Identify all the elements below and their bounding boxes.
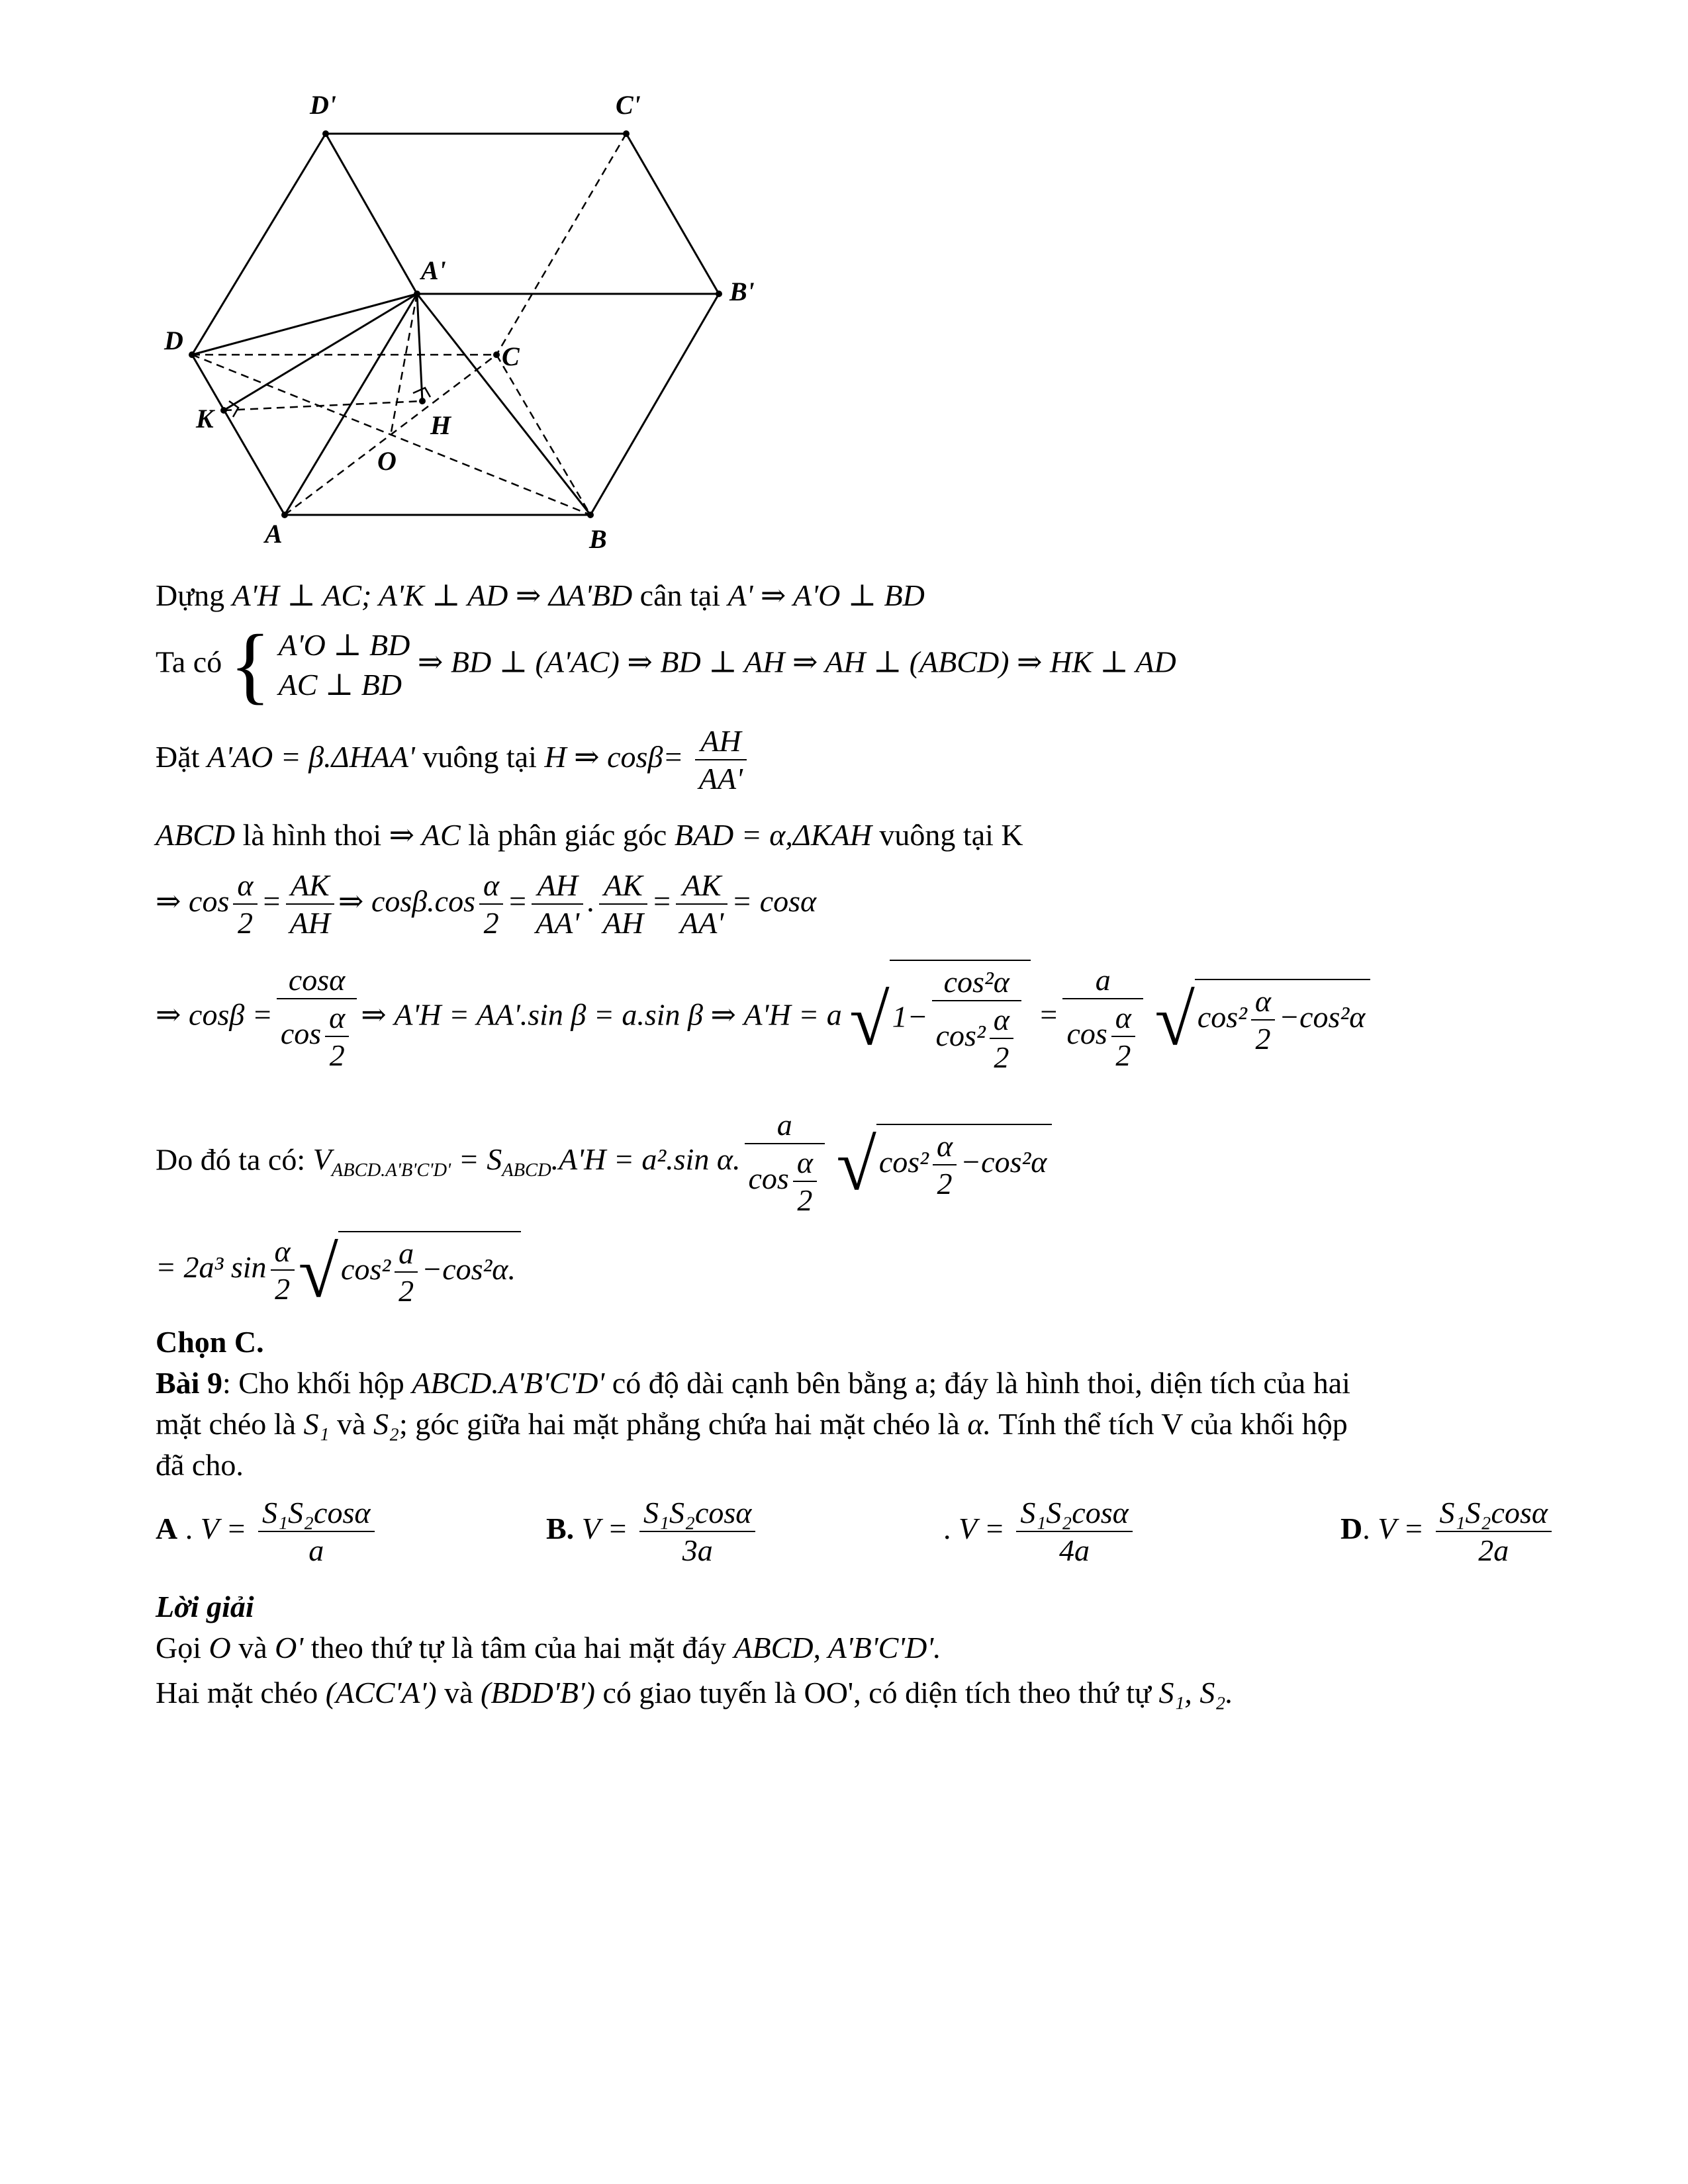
fraction bbox=[277, 962, 357, 1074]
fraction bbox=[1062, 962, 1143, 1074]
math: ⇒ BD ⊥ (A'AC) ⇒ BD ⊥ AH ⇒ AH ⊥ (ABCD) ⇒ HK ⊥ AD bbox=[417, 645, 1176, 679]
math: V = bbox=[200, 1511, 247, 1545]
separator: . bbox=[1362, 1511, 1378, 1545]
math: = bbox=[507, 884, 528, 918]
figure-svg bbox=[152, 79, 814, 569]
denominator: 2 bbox=[399, 1274, 414, 1308]
radical-sign: √ bbox=[836, 1124, 876, 1205]
math: cos² bbox=[1197, 999, 1247, 1034]
subscript: ABCD.A'B'C'D' bbox=[331, 1160, 451, 1181]
problem-title: Bài 9 bbox=[156, 1366, 222, 1400]
label-A: A bbox=[265, 519, 283, 549]
numerator: α bbox=[1111, 999, 1135, 1037]
math: ABCD bbox=[156, 818, 236, 852]
math: S₁, S₂. bbox=[1158, 1676, 1233, 1709]
option-label: A bbox=[156, 1511, 178, 1545]
answer-options bbox=[156, 1494, 1579, 1574]
edge-D-A bbox=[192, 355, 285, 515]
numerator: AK bbox=[676, 867, 727, 905]
numerator: α bbox=[271, 1233, 295, 1271]
option-c[interactable] bbox=[943, 1494, 1137, 1569]
denominator: 2 bbox=[1115, 1038, 1131, 1073]
numerator: a bbox=[745, 1107, 825, 1144]
math: ⇒ AC bbox=[389, 818, 461, 852]
edge-Cp-Bp bbox=[626, 134, 719, 294]
parallelepiped-figure bbox=[152, 79, 814, 569]
fraction bbox=[258, 1494, 374, 1569]
denominator: 2 bbox=[483, 906, 499, 940]
radical-sign: √ bbox=[1154, 979, 1195, 1060]
edge-Ap-D bbox=[192, 294, 417, 355]
segment-Ap-H bbox=[417, 294, 422, 401]
text: Hai mặt chéo bbox=[156, 1676, 318, 1709]
edge-Bp-B bbox=[590, 294, 719, 515]
math: ABCD.A'B'C'D' bbox=[412, 1366, 605, 1400]
text: Ta có bbox=[156, 645, 222, 679]
option-a[interactable] bbox=[156, 1494, 379, 1569]
fraction bbox=[745, 1107, 825, 1219]
numerator: α bbox=[1251, 983, 1275, 1021]
separator: . bbox=[943, 1511, 959, 1545]
edge-Cp-C bbox=[496, 134, 626, 355]
text: là hình thoi bbox=[242, 818, 382, 852]
denominator bbox=[932, 1001, 1021, 1075]
option-label: B. bbox=[546, 1511, 575, 1545]
denominator: 4a bbox=[1059, 1533, 1090, 1568]
edge-C-B bbox=[496, 355, 590, 515]
denominator bbox=[1062, 999, 1143, 1073]
numerator: α bbox=[933, 1128, 957, 1165]
label-K: K bbox=[196, 404, 214, 433]
fraction bbox=[793, 1144, 817, 1218]
separator: . bbox=[177, 1511, 201, 1545]
denominator: AA' bbox=[698, 762, 743, 796]
fraction bbox=[271, 1233, 295, 1307]
fraction bbox=[1251, 983, 1275, 1057]
math: cos bbox=[1066, 1016, 1107, 1050]
math: A' ⇒ A'O ⊥ BD bbox=[727, 578, 925, 612]
radicand bbox=[876, 1124, 1053, 1202]
text: cân tại bbox=[639, 578, 720, 612]
math: ABCD, A'B'C'D'. bbox=[733, 1631, 941, 1664]
fraction bbox=[325, 999, 349, 1073]
denominator: 2 bbox=[329, 1038, 345, 1073]
text: ; góc giữa hai mặt phẳng chứa hai mặt chéo là bbox=[399, 1407, 960, 1441]
denominator: AH bbox=[289, 906, 330, 940]
math: cos² bbox=[878, 1144, 929, 1179]
label-Bp: B' bbox=[729, 277, 755, 306]
text: : Cho khối hộp bbox=[222, 1366, 404, 1400]
math: V = bbox=[581, 1511, 628, 1545]
solution-line-4 bbox=[156, 817, 1023, 853]
solution-line-3 bbox=[156, 723, 751, 797]
math: S₂ bbox=[373, 1407, 399, 1441]
numerator: α bbox=[325, 999, 349, 1037]
solution-line-2 bbox=[156, 617, 1176, 713]
label-D: D bbox=[164, 326, 183, 355]
math: BAD = α,ΔKAH bbox=[674, 818, 872, 852]
fraction bbox=[599, 867, 647, 941]
math: cos bbox=[748, 1161, 789, 1195]
denominator: a bbox=[308, 1533, 324, 1568]
math: . bbox=[587, 884, 595, 918]
text: mặt chéo là bbox=[156, 1407, 297, 1441]
numerator: α bbox=[793, 1144, 817, 1182]
fraction bbox=[479, 867, 503, 941]
denominator: 2 bbox=[994, 1040, 1009, 1075]
text: theo thứ tự là tâm của hai mặt đáy bbox=[310, 1631, 726, 1664]
math: ⇒ A'H = AA'.sin β = a.sin β ⇒ A'H = a bbox=[361, 997, 842, 1032]
square-root bbox=[1154, 979, 1370, 1060]
text: và bbox=[337, 1407, 366, 1441]
radical-sign: √ bbox=[298, 1232, 339, 1313]
fraction bbox=[233, 867, 257, 941]
segment-K-H bbox=[224, 401, 422, 410]
math: A'H ⊥ AC; A'K ⊥ AD ⇒ ΔA'BD bbox=[232, 578, 633, 612]
text: Tính thể tích V của khối hộp bbox=[998, 1407, 1348, 1441]
label-H: H bbox=[430, 410, 451, 440]
math: ⇒ cosβ = bbox=[156, 997, 273, 1032]
fraction bbox=[933, 1128, 957, 1202]
subscript: ABCD bbox=[502, 1160, 551, 1181]
math: H ⇒ cosβ= bbox=[544, 739, 684, 774]
denominator bbox=[745, 1144, 825, 1218]
numerator: α bbox=[479, 867, 503, 905]
math: = bbox=[1038, 997, 1059, 1032]
answer-choice: Chọn C. bbox=[156, 1325, 264, 1359]
system bbox=[279, 625, 410, 705]
solution-heading: Lời giải bbox=[156, 1590, 254, 1623]
label-Cp: C' bbox=[616, 90, 641, 120]
square-root bbox=[298, 1231, 521, 1313]
brace: { bbox=[229, 617, 271, 713]
radical-sign: √ bbox=[849, 979, 890, 1060]
problem-line-3: đã cho. bbox=[156, 1448, 244, 1482]
denominator: 2 bbox=[237, 906, 253, 940]
denominator: 2 bbox=[937, 1166, 953, 1201]
numerator: S₁S₂cosα bbox=[639, 1494, 755, 1532]
solution-line-6 bbox=[156, 960, 1370, 1076]
text: và bbox=[444, 1676, 473, 1709]
square-root bbox=[849, 960, 1031, 1076]
math: V = bbox=[959, 1511, 1005, 1545]
math: ⇒ cos bbox=[156, 884, 230, 918]
separator bbox=[574, 1512, 582, 1545]
text: có giao tuyến là OO', có diện tích theo thứ tự bbox=[602, 1676, 1151, 1709]
math: A'AO = β.ΔHAA' bbox=[207, 739, 415, 774]
fraction bbox=[932, 964, 1021, 1076]
fraction bbox=[532, 867, 583, 941]
edge-Dp-D bbox=[192, 134, 326, 355]
edge-Ap-Dp bbox=[326, 134, 417, 294]
numerator: α bbox=[233, 867, 257, 905]
fraction bbox=[286, 867, 334, 941]
fraction bbox=[639, 1494, 755, 1569]
math: −cos²α bbox=[1279, 999, 1366, 1034]
denominator: 3a bbox=[682, 1533, 713, 1568]
numerator: S₁S₂cosα bbox=[1436, 1494, 1552, 1532]
numerator: AK bbox=[286, 867, 334, 905]
math: = bbox=[261, 884, 282, 918]
text: Đặt bbox=[156, 739, 200, 774]
math: V = bbox=[1378, 1511, 1425, 1545]
numerator: S₁S₂cosα bbox=[1016, 1494, 1132, 1532]
solution-line-1 bbox=[156, 577, 925, 614]
fraction bbox=[1436, 1494, 1552, 1569]
label-C: C bbox=[502, 341, 520, 371]
text: Do đó ta có: bbox=[156, 1142, 306, 1177]
fraction bbox=[395, 1235, 418, 1309]
math: .A'H = a².sin α. bbox=[551, 1142, 741, 1177]
diagonal-A-C bbox=[285, 355, 496, 515]
fraction bbox=[1111, 999, 1135, 1073]
math: = bbox=[651, 884, 673, 918]
system-row: A'O ⊥ BD bbox=[278, 628, 410, 662]
text: Gọi bbox=[156, 1631, 201, 1664]
math: O bbox=[209, 1631, 231, 1664]
denominator: AH bbox=[602, 906, 644, 940]
text: vuông tại bbox=[422, 739, 537, 774]
math: −cos²α. bbox=[422, 1251, 516, 1286]
math: (ACC'A') bbox=[325, 1676, 437, 1709]
option-b[interactable] bbox=[546, 1494, 759, 1569]
denominator: 2 bbox=[275, 1272, 291, 1306]
math: cos² bbox=[341, 1251, 391, 1286]
radicand bbox=[890, 960, 1031, 1076]
text: vuông tại K bbox=[879, 818, 1023, 852]
label-Ap: A' bbox=[421, 255, 446, 285]
numerator: AK bbox=[599, 867, 647, 905]
numerator: AH bbox=[532, 867, 583, 905]
solution2-line-1 bbox=[156, 1629, 941, 1666]
math: −cos²α bbox=[961, 1144, 1047, 1179]
segment-Ap-K bbox=[224, 294, 417, 410]
text: có độ dài cạnh bên bằng a; đáy là hình thoi, diện tích của hai bbox=[612, 1366, 1350, 1400]
math: ⇒ cosβ.cos bbox=[338, 884, 475, 918]
text: Dựng bbox=[156, 578, 225, 612]
fraction bbox=[676, 867, 727, 941]
math: = 2a³ sin bbox=[156, 1250, 267, 1284]
denominator: AA' bbox=[680, 906, 724, 940]
numerator: a bbox=[395, 1235, 418, 1273]
denominator: 2 bbox=[1255, 1021, 1271, 1056]
math: V bbox=[312, 1142, 332, 1177]
math: = S bbox=[458, 1142, 502, 1177]
math: cos² bbox=[935, 1018, 986, 1052]
solution-line-8 bbox=[156, 1231, 521, 1313]
math: 1− bbox=[892, 999, 928, 1034]
problem-line-1 bbox=[156, 1365, 1350, 1401]
label-B: B bbox=[589, 524, 607, 554]
fraction bbox=[695, 723, 747, 797]
solution-line-7 bbox=[156, 1107, 1052, 1219]
solution-line-5 bbox=[156, 867, 816, 941]
solution2-line-2 bbox=[156, 1674, 1233, 1711]
numerator: α bbox=[990, 1001, 1013, 1039]
math: S₁ bbox=[303, 1407, 330, 1441]
text: và bbox=[238, 1631, 267, 1664]
numerator: a bbox=[1062, 962, 1143, 999]
label-Dp: D' bbox=[310, 90, 336, 120]
math: O' bbox=[275, 1631, 304, 1664]
radicand bbox=[1195, 979, 1371, 1057]
denominator: 2a bbox=[1478, 1533, 1509, 1568]
square-root bbox=[836, 1124, 1052, 1205]
problem-line-2 bbox=[156, 1406, 1348, 1442]
numerator: cos²α bbox=[932, 964, 1021, 1001]
system-row: AC ⊥ BD bbox=[278, 668, 402, 702]
numerator: cosα bbox=[277, 962, 357, 999]
label-O: O bbox=[377, 446, 397, 476]
edge-Ap-B bbox=[417, 294, 590, 515]
numerator: S₁S₂cosα bbox=[258, 1494, 374, 1532]
option-label: D bbox=[1340, 1511, 1363, 1545]
fraction bbox=[990, 1001, 1013, 1075]
math: (BDD'B') bbox=[481, 1676, 595, 1709]
math bbox=[312, 1108, 1053, 1218]
text: là phân giác góc bbox=[468, 818, 667, 852]
denominator: AA' bbox=[536, 906, 580, 940]
fraction bbox=[1016, 1494, 1132, 1569]
option-d[interactable] bbox=[1340, 1494, 1556, 1569]
radicand bbox=[338, 1231, 521, 1309]
denominator: 2 bbox=[797, 1183, 813, 1218]
math: = cosα bbox=[731, 884, 817, 918]
math: cos bbox=[280, 1016, 322, 1050]
numerator: AH bbox=[695, 723, 747, 760]
math: α. bbox=[967, 1407, 991, 1441]
denominator bbox=[277, 999, 357, 1073]
